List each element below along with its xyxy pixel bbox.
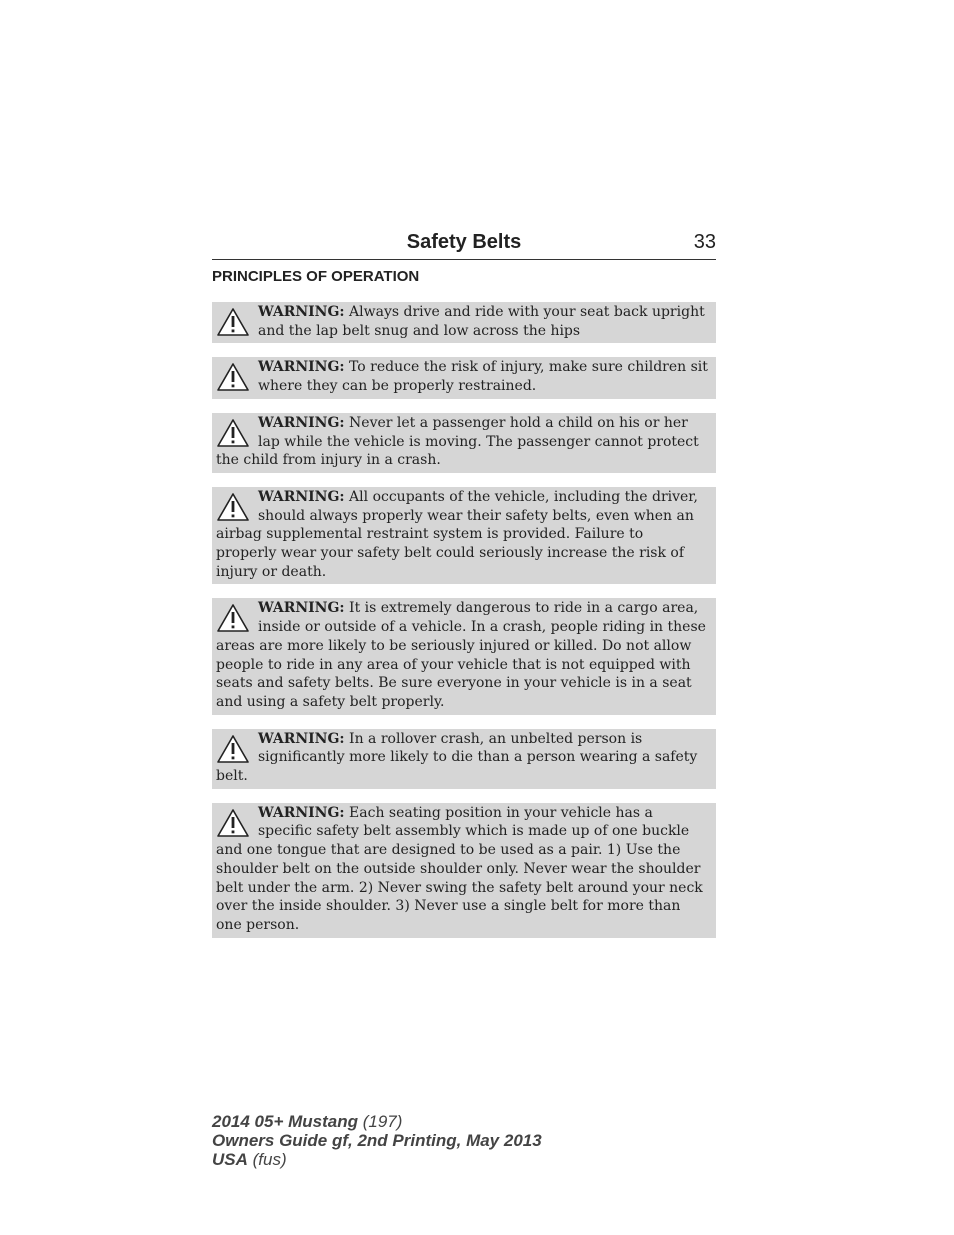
warning-triangle-icon	[216, 418, 250, 448]
page-header	[212, 229, 716, 260]
warning-triangle-icon	[216, 492, 250, 522]
warning-triangle-icon	[216, 307, 250, 337]
footer-line-1	[212, 1112, 542, 1131]
warning-label: WARNING:	[258, 414, 345, 431]
footer-market: USA	[212, 1150, 248, 1169]
warning-text: Each seating position in your vehicle has a specific safety belt assembly which is made up of one buckle and one tongue that are designed to be used as a pair. 1) Use the shoulder belt on the outside shoulder only. Never wear the shoulder belt under the arm. 2) Never swing the safety belt around your neck over the inside shoulder. 3) Never use a single belt for more than one person.	[216, 804, 703, 933]
warning-box	[212, 729, 716, 789]
warning-text: In a rollover crash, an unbelted person is significantly more likely to die than a person wearing a safety belt.	[216, 730, 698, 785]
footer-model-code: (197)	[362, 1112, 403, 1131]
footer-line-3	[212, 1150, 542, 1169]
warning-label: WARNING:	[258, 359, 345, 376]
warnings-list	[212, 302, 716, 952]
warning-text: It is extremely dangerous to ride in a cargo area, inside or outside of a vehicle. In a crash, people riding in these areas are more likely to be seriously injured or killed. Do not allow people to ride in any area of your vehicle that is not equipped with seats and safety belts. Be sure everyone in your vehicle is in a seat and using a safety belt properly.	[216, 600, 706, 710]
footer-line-2	[212, 1131, 542, 1150]
warning-label: WARNING:	[258, 488, 345, 505]
warning-box	[212, 413, 716, 473]
footer-model: 2014 05+ Mustang	[212, 1112, 358, 1131]
page-number: 33	[693, 231, 716, 253]
warning-label: WARNING:	[258, 600, 345, 617]
warning-label: WARNING:	[258, 730, 345, 747]
footer-printing: Owners Guide gf, 2nd Printing, May 2013	[212, 1131, 542, 1150]
footer-market-code: (fus)	[252, 1150, 287, 1169]
warning-triangle-icon	[216, 734, 250, 764]
page-footer	[212, 1112, 542, 1169]
page-title: Safety Belts	[406, 231, 522, 253]
warning-text: To reduce the risk of injury, make sure children sit where they can be properly restrained.	[258, 359, 708, 395]
warning-text: Never let a passenger hold a child on his or her lap while the vehicle is moving. The passenger cannot protect the child from injury in a crash.	[216, 414, 699, 469]
warning-box	[212, 302, 716, 343]
warning-box	[212, 598, 716, 714]
warning-text: Always drive and ride with your seat back upright and the lap belt snug and low across the hips	[258, 304, 705, 339]
warning-triangle-icon	[216, 362, 250, 392]
warning-box	[212, 357, 716, 398]
warning-triangle-icon	[216, 808, 250, 838]
section-heading: PRINCIPLES OF OPERATION	[212, 268, 420, 285]
warning-box	[212, 803, 716, 938]
warning-text: All occupants of the vehicle, including the driver, should always properly wear their safety belts, even when an airbag supplemental restraint system is provided. Failure to properly wear your safety belt could seriously increase the risk of injury or death.	[216, 488, 698, 580]
warning-triangle-icon	[216, 603, 250, 633]
warning-label: WARNING:	[258, 304, 345, 320]
warning-box	[212, 487, 716, 585]
warning-label: WARNING:	[258, 804, 345, 821]
